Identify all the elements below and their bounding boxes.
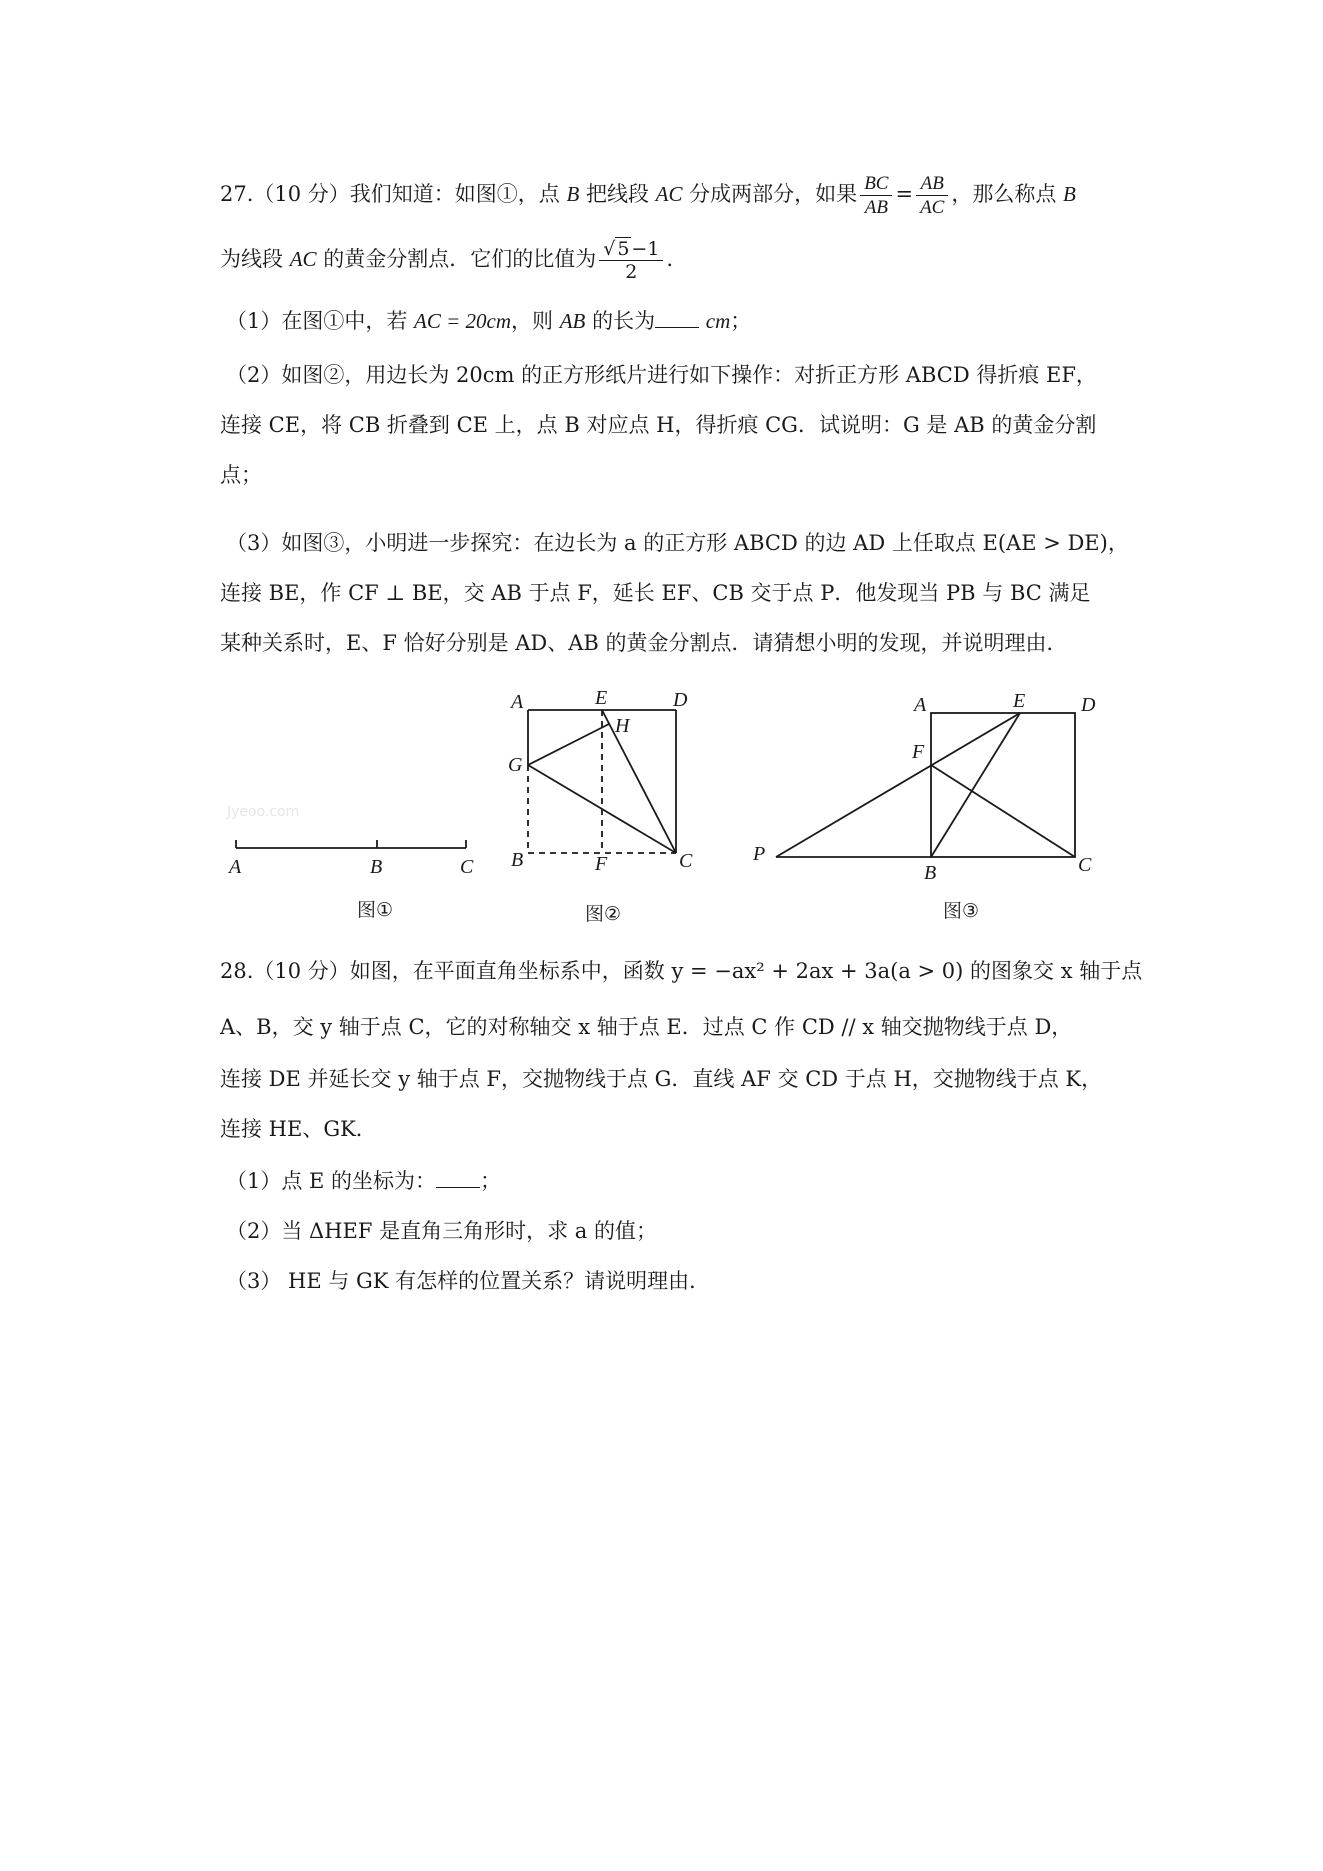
q28-line1: 28.（10 分）如图，在平面直角坐标系中，函数 y = −ax² + 2ax + 3a(a > 0) 的图象交 x 轴于点 — [220, 959, 1143, 983]
fig2-label-e: E — [595, 687, 608, 709]
fraction-ab-ac: $\frac{AB}{AC}$ — [916, 172, 948, 219]
fig2-label-f: F — [595, 853, 608, 875]
fig3-label-a: A — [914, 694, 927, 716]
fig1-caption: 图① — [357, 899, 394, 921]
q28-line2: A、B，交 y 轴于点 C，它的对称轴交 x 轴于点 E．过点 C 作 CD // x 轴交抛物线于点 D， — [220, 1015, 1073, 1039]
fig3-label-p: P — [753, 843, 766, 865]
q27-part2-line1: （2）如图②，用边长为 20cm 的正方形纸片进行如下操作：对折正方形 ABCD 得折痕 EF， — [226, 363, 1097, 387]
answer-blank-2 — [436, 1169, 480, 1188]
fig1-label-c: C — [460, 856, 474, 878]
fig2-label-a: A — [511, 691, 524, 713]
q28-part1: （1）点 E 的坐标为： ； — [226, 1169, 502, 1193]
fig3-label-f: F — [912, 741, 925, 763]
q27-golden-ratio-line: 为线段 AC 的黄金分割点．它们的比值为 $\frac{√ 5 -1}{2}$ ． — [220, 238, 688, 283]
fraction-bc-ab: $\frac{BC}{AB}$ — [860, 172, 892, 219]
figures-area — [0, 680, 1323, 940]
fig2-label-d: D — [673, 689, 688, 711]
square-abcd — [931, 713, 1075, 857]
q27-part3-line3: 某种关系时，E、F 恰好分别是 AD、AB 的黄金分割点．请猜想小明的发现，并说明理由． — [220, 631, 1068, 655]
fig2-label-b: B — [511, 849, 524, 871]
line-cf — [931, 765, 1075, 857]
q27-part1: （1）在图①中，若 AC = 20cm，则 AB 的长为 cm； — [226, 309, 752, 333]
fig2-label-c: C — [679, 850, 693, 872]
fig1-label-b: B — [370, 856, 383, 878]
line-be — [931, 713, 1020, 857]
fig2-label-h: H — [615, 715, 630, 737]
figure-1 — [226, 804, 466, 848]
fig1-label-a: A — [229, 856, 242, 878]
golden-ratio-fraction: $\frac{√ 5 -1}{2}$ — [599, 238, 663, 283]
q27-part3-line1: （3）如图③，小明进一步探究：在边长为 a 的正方形 ABCD 的边 AD 上任取点 E(AE > DE)， — [226, 531, 1129, 555]
fig3-label-b: B — [924, 862, 937, 884]
fig2-label-g: G — [508, 754, 523, 776]
q27-part3-line2: 连接 BE，作 CF ⊥ BE，交 AB 于点 F，延长 EF、CB 交于点 P．他发现当 PB 与 BC 满足 — [220, 581, 1091, 605]
figure-2 — [528, 710, 676, 853]
fig3-label-d: D — [1081, 694, 1096, 716]
fig3-label-e: E — [1013, 690, 1026, 712]
q27-part2-line3: 点； — [220, 463, 262, 487]
q27-part2-line2: 连接 CE，将 CB 折叠到 CE 上，点 B 对应点 H，得折痕 CG．试说明：G 是 AB 的黄金分割 — [220, 413, 1097, 437]
watermark: Jyeoo.com — [227, 804, 300, 820]
figure-3 — [776, 713, 1075, 857]
answer-blank — [655, 309, 699, 328]
q28-line3: 连接 DE 并延长交 y 轴于点 F，交抛物线于点 G．直线 AF 交 CD 于点 H，交抛物线于点 K， — [220, 1067, 1103, 1091]
q28-part3: （3） HE 与 GK 有怎样的位置关系？请说明理由． — [226, 1269, 711, 1293]
line-gh — [528, 724, 609, 765]
fig3-label-c: C — [1078, 854, 1092, 876]
q28-line4: 连接 HE、GK． — [220, 1117, 377, 1141]
line-pe — [776, 713, 1020, 857]
fig3-caption: 图③ — [943, 900, 980, 922]
fig2-caption: 图② — [585, 903, 622, 925]
q27-heading: 27.（10 分）我们知道：如图①，点 B 把线段 AC 分成两部分，如果 $\frac{BC}{AB}$ = $\frac{AB}{AC}$ ，那么称点 B — [220, 173, 1076, 218]
q28-part2: （2）当 ΔHEF 是直角三角形时，求 a 的值； — [226, 1219, 657, 1243]
